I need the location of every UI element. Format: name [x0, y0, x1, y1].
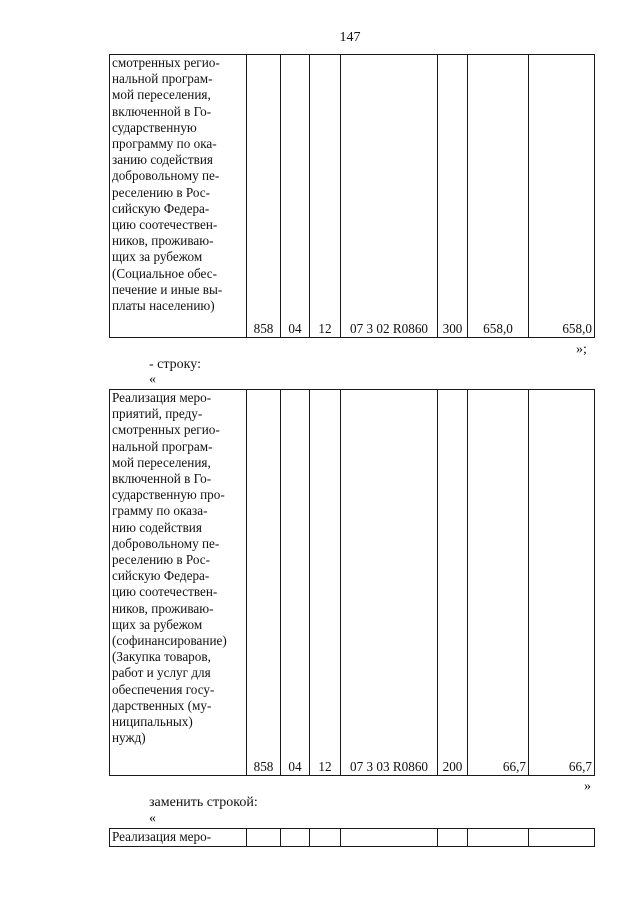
cell-amount-1: 658,0 — [468, 55, 529, 338]
closing-quote: » — [584, 779, 591, 794]
cell-ministry-code: 858 — [247, 390, 281, 776]
table-row — [110, 390, 595, 776]
cell-section — [281, 829, 310, 847]
cell-amount-2: 658,0 — [529, 55, 595, 338]
cell-ministry-code — [247, 829, 281, 847]
cell-amount-2: 66,7 — [529, 390, 595, 776]
cell-amount-1: 66,7 — [468, 390, 529, 776]
cell-section: 04 — [281, 55, 310, 338]
closing-quote: »; — [576, 342, 587, 357]
cell-target-article: 07 3 03 R0860 — [341, 390, 438, 776]
cell-target-article: 07 3 02 R0860 — [341, 55, 438, 338]
row-label: - строку: — [149, 357, 201, 372]
cell-subsection: 12 — [310, 390, 341, 776]
page-number: 147 — [339, 30, 361, 45]
budget-table-2 — [109, 389, 595, 776]
cell-subsection — [310, 829, 341, 847]
row-description: смотренных регио- нальной програм- мой переселения, включенной в Го- сударственную программу по ока- занию содействия добровольному пе- реселению в Рос- сийскую Федера- цию соотечествен- ников, проживаю- щих за рубежом (Социальное обес- печение и иные вы- платы населению) — [110, 55, 247, 338]
cell-expense-type: 300 — [438, 55, 468, 338]
cell-target-article — [341, 829, 438, 847]
table-row — [110, 829, 595, 847]
opening-quote: « — [149, 372, 156, 387]
cell-expense-type: 200 — [438, 390, 468, 776]
budget-table-3 — [109, 828, 595, 847]
cell-section: 04 — [281, 390, 310, 776]
replace-label: заменить строкой: — [149, 795, 258, 810]
cell-expense-type — [438, 829, 468, 847]
row-description: Реализация меро- приятий, преду- смотренных регио- нальной програм- мой переселения, включенной в Го- сударственную про- грамму по оказа- нию содействия добровольному пе- реселению в Рос- сийскую Федера- цию соотечествен- ников, проживаю- щих за рубежом (софинансирование) (Закупка товаров, работ и услуг для обеспечения госу- дарственных (му- ниципальных) нужд) — [110, 390, 247, 776]
cell-amount-1 — [468, 829, 529, 847]
row-description: Реализация меро- — [110, 829, 247, 847]
cell-amount-2 — [529, 829, 595, 847]
cell-ministry-code: 858 — [247, 55, 281, 338]
cell-subsection: 12 — [310, 55, 341, 338]
table-row — [110, 55, 595, 338]
opening-quote: « — [149, 811, 156, 826]
budget-table-1 — [109, 54, 595, 338]
